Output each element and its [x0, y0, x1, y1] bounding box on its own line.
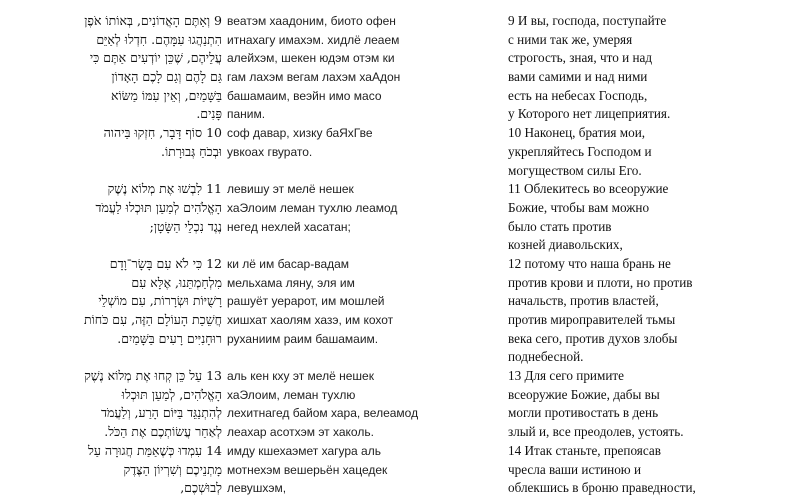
hebrew-line: לְאַחַר עֲשׂוֹתְכֶם אֶת הַכֹּל. — [104, 424, 222, 440]
hebrew-line: וּבְכֹחַ גְּבוּרָתוֹ. — [161, 143, 222, 159]
transliteration-line: алейхэм, шекен юдэм отэм ки — [227, 51, 395, 66]
russian-line: 12 потому что наша брань не — [508, 255, 671, 271]
hebrew-line: בַּשָּׁמַיִם, וְאֵין עִמּוֹ מַשּׂוֹא — [110, 87, 222, 103]
transliteration-line: аль кен кху эт мелё нешек — [227, 369, 374, 384]
russian-line: с ними так же, умеряя — [508, 31, 633, 47]
hebrew-line: מָתְנֵיכֶם וְשִׁרְיוֹן הַצֶּדֶק — [123, 461, 222, 477]
russian-column — [508, 12, 798, 498]
russian-line: поднебесной. — [508, 349, 584, 365]
hebrew-line: עֲלֵיהֶם, שֶׁכֵּן יוֹדְעִים אַתֶּם כִּי — [89, 50, 222, 66]
transliteration-line — [227, 162, 477, 181]
russian-line: века сего, против духов злобы — [508, 330, 678, 346]
hebrew-line: 12 כִּי לֹא עִם בָּשָׂר־וָדָם — [109, 255, 222, 271]
transliteration-line: руханиим раим башамаим. — [227, 331, 379, 346]
transliteration-line: имду кшехаэмет хагура аль — [227, 443, 381, 458]
russian-line: могуществом силы Его. — [508, 162, 642, 178]
transliteration-line: хаЭлоим леман тухлю леамод — [227, 200, 398, 215]
russian-line: против крови и плоти, но против — [508, 274, 693, 290]
russian-line: могли противостать в день — [508, 405, 659, 421]
russian-line: 13 Для сего примите — [508, 368, 624, 384]
hebrew-line — [58, 236, 222, 255]
hebrew-line — [58, 348, 222, 367]
transliteration-line: лехитнагед байом хара, велеамод — [227, 406, 419, 421]
hebrew-line: 9 וְאַתֶּם הָאֲדוֹנִים, בְּאוֹתוֹ אֹפֶן — [84, 13, 222, 28]
russian-line: всеоружие Божие, дабы вы — [508, 386, 660, 402]
russian-line: 10 Наконец, братия мои, — [508, 125, 646, 141]
hebrew-line: 10 סוֹף דָּבָר, חִזְקוּ בַּיהוה — [103, 125, 222, 141]
russian-line: было стать против — [508, 218, 612, 234]
transliteration-line: леахар асотхэм эт хаколь. — [227, 425, 374, 440]
transliteration-line: увкоах гвурато. — [227, 144, 313, 159]
russian-line: против мироправителей тьмы — [508, 312, 676, 327]
russian-line: злый и, все преодолев, устоять. — [508, 424, 684, 440]
hebrew-line: לְהִתְנַגֵּד בַּיּוֹם הָרַע, וְלַעֲמֹד — [100, 405, 222, 421]
transliteration-line: левушхэм, — [227, 481, 287, 496]
hebrew-line: 14 עִמְדוּ כְּשֶׁאַמַּת חֲגוּרָה עַל — [88, 442, 222, 458]
transliteration-line: соф давар, хизку баЯхГве — [227, 126, 373, 141]
hebrew-line: רָשֻׁיּוֹת וּשְׂרָרוֹת, עִם מוֹשְׁלֵי — [98, 293, 222, 309]
russian-line: 9 И вы, господа, поступайте — [508, 13, 667, 28]
hebrew-line: גַּם לָהֶם וְגַם לָכֶם הָאָדוֹן — [111, 69, 222, 85]
hebrew-line: נֶגֶד נִכְלֵי הַשָּׂטָן; — [149, 218, 222, 234]
russian-line: чресла ваши истиною и — [508, 461, 641, 477]
hebrew-column — [58, 12, 222, 498]
transliteration-line: паним. — [227, 107, 266, 122]
hebrew-line: הָאֱלֹהִים לְמַעַן תּוּכְלוּ לַעֲמֹד — [95, 199, 222, 215]
russian-line: строгость, зная, что и над — [508, 50, 653, 66]
transliteration-line: ки лё им басар-вадам — [227, 256, 350, 271]
russian-line: Божие, чтобы вам можно — [508, 199, 650, 215]
hebrew-line: מִלְחַמְתֵּנוּ, אֶלָּא עִם — [131, 274, 222, 290]
transliteration-column — [227, 12, 477, 498]
russian-line: козней диавольских, — [508, 237, 623, 253]
transliteration-line: левишу эт мелё нешек — [227, 182, 354, 197]
transliteration-line — [227, 236, 477, 255]
russian-line: облекшись в броню праведности, — [508, 480, 696, 496]
transliteration-line: хаЭлоим, леман тухлю — [227, 387, 356, 402]
transliteration-line: хишхат хаолям хазэ, им кохот — [227, 313, 394, 327]
transliteration-line: рашуёт уерарот, им мошлей — [227, 294, 385, 309]
hebrew-line: פָּנִים. — [196, 106, 222, 122]
hebrew-line: 11 לִבְשׁוּ אֶת מְלוֹא נֶשֶׁק — [107, 181, 222, 197]
russian-line: есть на небесах Господь, — [508, 87, 648, 103]
russian-line: у Которого нет лицеприятия. — [508, 106, 671, 122]
hebrew-line: חֲשֵׁכַת הָעוֹלָם הַזֶּה, עִם כֹּחוֹת — [83, 312, 222, 327]
russian-line: вами самими и над ними — [508, 69, 648, 85]
hebrew-line: הִתְנַהֲגוּ עִמָּהֶם. חִדְלוּ לְאַיֵּם — [96, 31, 222, 47]
transliteration-line: негед нехлей хасатан; — [227, 219, 351, 234]
transliteration-line: башамаим, веэйн имо масо — [227, 88, 382, 103]
transliteration-line: итнахагу имахэм. хидлё леаем — [227, 32, 400, 47]
transliteration-line: веатэм хаадоним, биото офен — [227, 14, 396, 28]
russian-line: укрепляйтесь Господом и — [508, 143, 652, 159]
hebrew-line: הָאֱלֹהִים, לְמַעַן תּוּכְלוּ — [121, 386, 222, 402]
russian-line: начальств, против властей, — [508, 293, 659, 309]
hebrew-line: רוּחָנִיִּים רָעִים בַּשָּׁמַיִם. — [117, 330, 222, 346]
hebrew-line: 13 עַל כֵּן קְחוּ אֶת מְלוֹא נֶשֶׁק — [84, 368, 222, 384]
russian-line: 11 Облекитесь во всеоружие — [508, 181, 669, 197]
hebrew-line — [58, 162, 222, 181]
transliteration-line: гам лахэм вегам лахэм хаАдон — [227, 70, 401, 85]
transliteration-line: мотнехэм вешерьён хацедек — [227, 462, 388, 477]
russian-line: 14 Итак станьте, препоясав — [508, 442, 661, 458]
hebrew-line: לְבוּשְׁכֶם, — [180, 480, 222, 496]
transliteration-line — [227, 348, 477, 367]
transliteration-line: мельхама ляну, эля им — [227, 275, 355, 290]
